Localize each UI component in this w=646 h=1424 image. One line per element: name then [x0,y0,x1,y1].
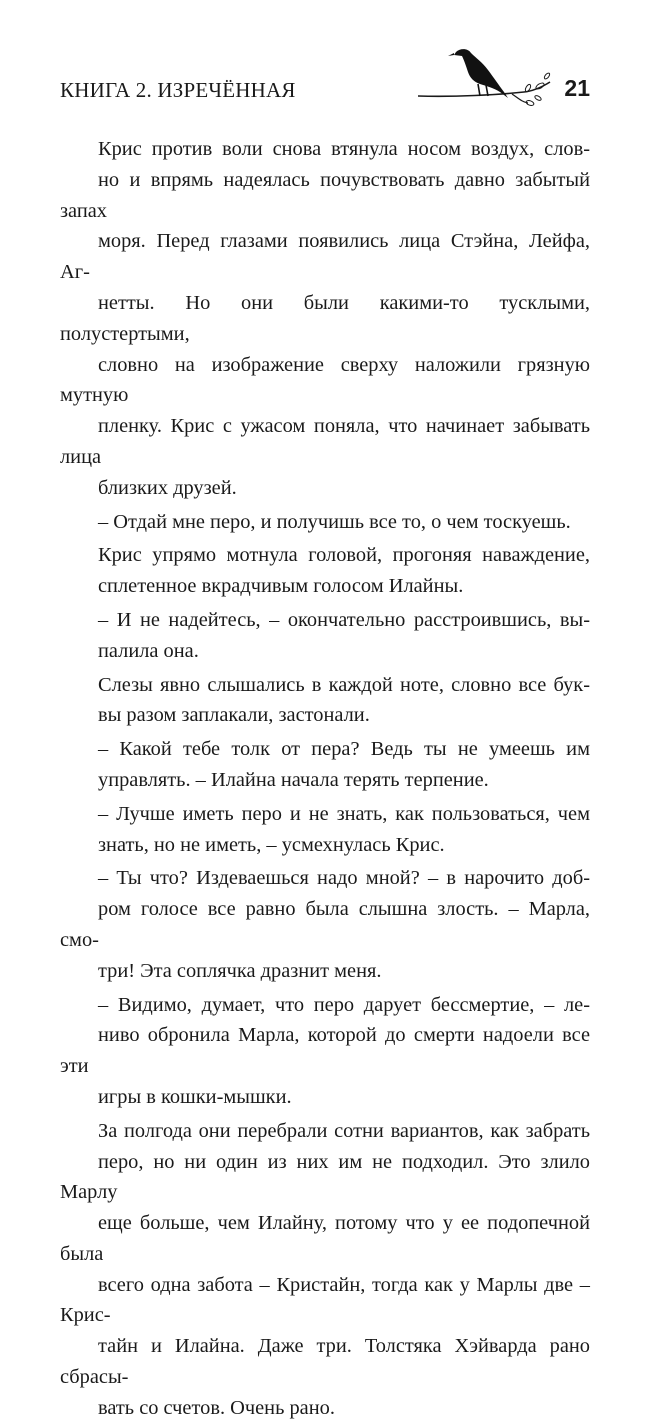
text-line: За полгода они перебрали сотни вариантов, как забрать [98,1119,590,1142]
text-line: – Лучше иметь перо и не знать, как пользоваться, чем [98,802,590,825]
page-text [60,134,590,1424]
text-line: вы разом заплакали, застонали. [98,704,370,727]
text-line: тайн и Илайна. Даже три. Толстяка Хэйварда рано сбрасы- [60,1335,590,1389]
running-title: КНИГА 2. ИЗРЕЧЁННАЯ [60,78,296,102]
text-line: знать, но не иметь, – усмехнулась Крис. [98,833,445,856]
paragraph-10 [60,1116,590,1424]
page-number: 21 [564,75,590,101]
text-line: управлять. – Илайна начала терять терпение. [98,768,489,791]
text-line: Крис против воли снова втянула носом воздух, слов- [98,138,590,160]
paragraph-8 [60,863,590,986]
text-line: – Ты что? Издеваешься надо мной? – в нарочито доб- [98,867,590,890]
text-line: пленку. Крис с ужасом поняла, что начинает забывать лица [60,415,590,468]
text-line: три! Эта соплячка дразнит меня. [98,959,382,982]
text-line: словно на изображение сверху наложили грязную мутную [60,353,590,407]
text-line: Крис упрямо мотнула головой, прогоняя наваждение, [98,544,590,567]
paragraph-4 [60,605,590,667]
text-line: перо, но ни один из них им не подходил. Это злило Марлу [60,1150,590,1204]
paragraph-1 [60,134,590,504]
text-line: Слезы явно слышались в каждой ноте, словно все бук- [98,673,590,696]
text-line: – Какой тебе толк от пера? Ведь ты не умеешь им [98,738,590,761]
text-line: сплетенное вкрадчивым голосом Илайны. [98,575,464,598]
text-line: игры в кошки-мышки. [98,1085,292,1108]
paragraph-9 [60,990,590,1113]
text-line: еще больше, чем Илайну, потому что у ее подопечной была [60,1212,590,1265]
text-line: вать со счетов. Очень рано. [98,1396,335,1419]
text-line: – Видимо, думает, что перо дарует бессмертие, – ле- [98,993,590,1016]
paragraph-7 [60,799,590,861]
text-line: палила она. [98,639,199,662]
text-line: – И не надейтесь, – окончательно расстроившись, вы- [98,608,590,631]
paragraph-5 [60,670,590,732]
paragraph-3 [60,540,590,602]
raven-on-branch-icon [416,40,556,112]
paragraph-2 [60,507,590,538]
text-line: но и впрямь надеялась почувствовать давно забытый запах [60,168,590,222]
text-line: всего одна забота – Кристайн, тогда как у Марлы две – Крис- [60,1273,590,1327]
paragraph-6 [60,734,590,796]
text-line: нетты. Но они были какими-то тусклыми, полустертыми, [60,291,590,345]
text-line: близких друзей. [98,476,237,499]
text-line: ниво обронила Марла, которой до смерти надоели все эти [60,1024,590,1078]
text-line: – Отдай мне перо, и получишь все то, о чем тоскуешь. [98,510,571,533]
text-line: моря. Перед глазами появились лица Стэйна, Лейфа, Аг- [60,230,590,284]
text-line: ром голосе все равно была слышна злость. – Марла, смо- [60,898,590,951]
